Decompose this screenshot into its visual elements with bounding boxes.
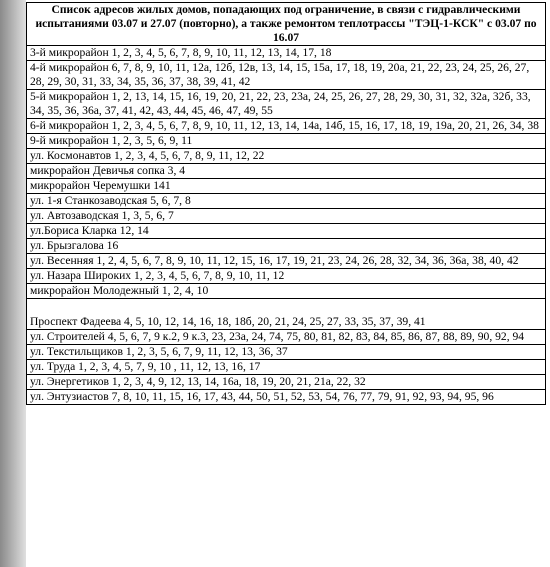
- header-row: [27, 3, 546, 46]
- row-text: ул. 1-я Станкозаводская 5, 6, 7, 8: [27, 194, 546, 209]
- table-row: [27, 269, 546, 284]
- row-text: 9-й микрорайон 1, 2, 3, 5, 6, 9, 11: [27, 134, 546, 149]
- row-text: ул. Назара Широких 1, 2, 3, 4, 5, 6, 7, 8, 9, 10, 11, 12: [27, 269, 546, 284]
- row-text: ул. Энтузиастов 7, 8, 10, 11, 15, 16, 17, 43, 44, 50, 51, 52, 53, 54, 76, 77, 79, 91, 92, 93, 94, 95, 96: [27, 390, 546, 405]
- table-row: [27, 61, 546, 90]
- table-row: [27, 284, 546, 299]
- table-row: [27, 134, 546, 149]
- table-row: [27, 299, 546, 330]
- table-row: [27, 46, 546, 61]
- table-row: [27, 224, 546, 239]
- row-text: 6-й микрорайон 1, 2, 3, 4, 5, 6, 7, 8, 9, 10, 11, 12, 13, 14, 14а, 14б, 15, 16, 17, 18, 19, 19а, 20, 21, 26, 34, 38: [27, 119, 546, 134]
- row-spacer: [30, 299, 542, 315]
- row-text: 3-й микрорайон 1, 2, 3, 4, 5, 6, 7, 8, 9, 10, 11, 12, 13, 14, 17, 18: [27, 46, 546, 61]
- table-row: [27, 360, 546, 375]
- table-row: [27, 119, 546, 134]
- row-text: микрорайон Девичья сопка 3, 4: [27, 164, 546, 179]
- row-text: 5-й микрорайон 1, 2, 13, 14, 15, 16, 19, 20, 21, 22, 23, 23а, 24, 25, 26, 27, 28, 29, 30, 31, 32, 32а, 32б, 33, 34, 35, 36, 36а, 37, 41, 42, 43, 44, 45, 46, 47, 49, 55: [27, 90, 546, 119]
- row-text: ул. Брызгалова 16: [27, 239, 546, 254]
- row-cell: [27, 299, 546, 330]
- left-margin-shadow: [0, 0, 26, 567]
- table-row: [27, 194, 546, 209]
- row-text: ул. Строителей 4, 5, 6, 7, 9 к.2, 9 к.3, 23, 23а, 24, 74, 75, 80, 81, 82, 83, 84, 85, 86, 87, 88, 89, 90, 92, 94: [27, 330, 546, 345]
- row-text: ул. Весенняя 1, 2, 4, 5, 6, 7, 8, 9, 10, 11, 12, 15, 16, 17, 19, 21, 23, 24, 26, 28, 32, 34, 36, 36а, 38, 40, 42: [27, 254, 546, 269]
- table-row: [27, 375, 546, 390]
- table-row: [27, 209, 546, 224]
- table-row: [27, 239, 546, 254]
- table-row: [27, 149, 546, 164]
- table-header: Список адресов жилых домов, попадающих под ограничение, в связи с гидравлическими испытаниями 03.07 и 27.07 (повторно), а также ремонтом теплотрассы "ТЭЦ-1-КСК" с 03.07 по 16.07: [27, 3, 546, 46]
- row-text: микрорайон Черемушки 141: [27, 179, 546, 194]
- address-table: [26, 2, 546, 405]
- table-row: [27, 345, 546, 360]
- row-text: микрорайон Молодежный 1, 2, 4, 10: [27, 284, 546, 299]
- table-row: [27, 164, 546, 179]
- row-text: ул. Текстильщиков 1, 2, 3, 5, 6, 7, 9, 11, 12, 13, 36, 37: [27, 345, 546, 360]
- row-text: ул. Труда 1, 2, 3, 4, 5, 7, 9, 10 , 11, 12, 13, 16, 17: [27, 360, 546, 375]
- row-text: ул. Энергетиков 1, 2, 3, 4, 9, 12, 13, 14, 16а, 18, 19, 20, 21, 21а, 22, 32: [27, 375, 546, 390]
- row-text: 4-й микрорайон 6, 7, 8, 9, 10, 11, 12а, 12б, 12в, 13, 14, 15, 15а, 17, 18, 19, 20а, 21, 22, 23, 24, 25, 26, 27, 28, 29, 30, 31, 33, 34, 35, 36, 37, 38, 39, 41, 42: [27, 61, 546, 90]
- row-text: Проспект Фадеева 4, 5, 10, 12, 14, 16, 18, 18б, 20, 21, 24, 25, 27, 33, 35, 37, 39, 41: [30, 315, 426, 328]
- table-row: [27, 390, 546, 405]
- row-text: ул. Космонавтов 1, 2, 3, 4, 5, 6, 7, 8, 9, 11, 12, 22: [27, 149, 546, 164]
- row-text: ул.Бориса Кларка 12, 14: [27, 224, 546, 239]
- table-row: [27, 330, 546, 345]
- table-row: [27, 90, 546, 119]
- table-row: [27, 179, 546, 194]
- table-row: [27, 254, 546, 269]
- row-text: ул. Автозаводская 1, 3, 5, 6, 7: [27, 209, 546, 224]
